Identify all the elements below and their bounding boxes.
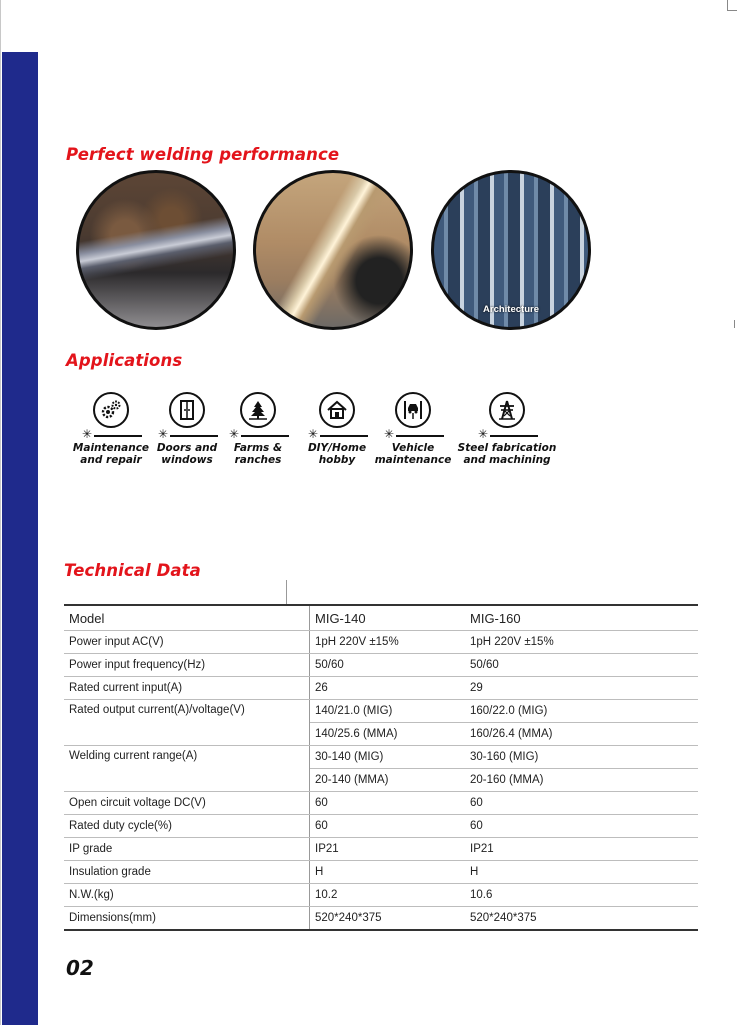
row-value: 1pH 220V ±15% bbox=[465, 631, 698, 654]
crop-mark bbox=[727, 0, 728, 10]
row-label: Power input frequency(Hz) bbox=[64, 654, 310, 677]
application-label: DIY/Home bbox=[307, 442, 367, 454]
row-value: 30-140 (MIG) bbox=[310, 746, 466, 769]
page-edge-line bbox=[0, 0, 1, 1025]
application-diy: ✳ DIY/Home hobby bbox=[296, 392, 378, 466]
application-label: maintenance bbox=[374, 454, 452, 466]
gears-icon bbox=[93, 392, 129, 428]
table-row bbox=[64, 861, 698, 884]
row-value: 26 bbox=[310, 677, 466, 700]
row-value: 140/21.0 (MIG) bbox=[310, 700, 466, 723]
row-label: Rated current input(A) bbox=[64, 677, 310, 700]
architecture-caption: Architecture bbox=[483, 304, 539, 315]
row-value: 140/25.6 (MMA) bbox=[310, 723, 466, 746]
row-value: 50/60 bbox=[310, 654, 466, 677]
tree-icon bbox=[240, 392, 276, 428]
row-label: Rated duty cycle(%) bbox=[64, 815, 310, 838]
applications-title: Applications bbox=[66, 351, 183, 370]
row-value: IP21 bbox=[465, 838, 698, 861]
application-maintenance: ✳ Maintenance and repair bbox=[70, 392, 152, 466]
row-label: Rated output current(A)/voltage(V) bbox=[64, 700, 310, 746]
application-label: Vehicle bbox=[391, 442, 435, 454]
application-label: Doors and bbox=[156, 442, 218, 454]
application-doors: ✳ Doors and windows bbox=[146, 392, 228, 466]
row-value: 60 bbox=[465, 815, 698, 838]
table-row bbox=[64, 700, 698, 723]
row-label: IP grade bbox=[64, 838, 310, 861]
table-row bbox=[64, 884, 698, 907]
crop-mark bbox=[727, 10, 737, 11]
application-farms: ✳ Farms & ranches bbox=[217, 392, 299, 466]
row-label: N.W.(kg) bbox=[64, 884, 310, 907]
performance-title: Perfect welding performance bbox=[66, 145, 340, 164]
table-header-model-1: MIG-140 bbox=[310, 605, 466, 631]
row-value: 50/60 bbox=[465, 654, 698, 677]
blue-side-bar bbox=[2, 52, 38, 1025]
row-value: 20-160 (MMA) bbox=[465, 769, 698, 792]
table-row bbox=[64, 746, 698, 769]
steel-tower-icon bbox=[489, 392, 525, 428]
row-value: 20-140 (MMA) bbox=[310, 769, 466, 792]
technical-data-title: Technical Data bbox=[64, 561, 201, 580]
row-label: Dimensions(mm) bbox=[64, 907, 310, 931]
row-value: 60 bbox=[310, 792, 466, 815]
application-label: windows bbox=[161, 454, 213, 466]
table-row bbox=[64, 654, 698, 677]
table-row bbox=[64, 815, 698, 838]
row-label: Insulation grade bbox=[64, 861, 310, 884]
technical-data-table bbox=[64, 604, 698, 931]
car-lift-icon bbox=[395, 392, 431, 428]
row-value: IP21 bbox=[310, 838, 466, 861]
application-label: Maintenance bbox=[72, 442, 150, 454]
weld-seam-photo-1 bbox=[76, 170, 236, 330]
table-row bbox=[64, 677, 698, 700]
row-label: Open circuit voltage DC(V) bbox=[64, 792, 310, 815]
row-value: 520*240*375 bbox=[465, 907, 698, 931]
row-value: H bbox=[310, 861, 466, 884]
row-value: 1pH 220V ±15% bbox=[310, 631, 466, 654]
row-value: 60 bbox=[310, 815, 466, 838]
table-row bbox=[64, 631, 698, 654]
row-label: Power input AC(V) bbox=[64, 631, 310, 654]
house-icon bbox=[319, 392, 355, 428]
weld-seam-photo-2 bbox=[253, 170, 413, 330]
table-row bbox=[64, 838, 698, 861]
application-vehicle: ✳ Vehicle maintenance bbox=[372, 392, 454, 466]
table-header-divider bbox=[286, 580, 287, 604]
application-label: Farms & bbox=[233, 442, 283, 454]
row-label: Welding current range(A) bbox=[64, 746, 310, 792]
table-row bbox=[64, 792, 698, 815]
architecture-photo bbox=[431, 170, 591, 330]
page-number: 02 bbox=[66, 956, 94, 980]
row-value: 60 bbox=[465, 792, 698, 815]
row-value: 520*240*375 bbox=[310, 907, 466, 931]
application-label: and repair bbox=[80, 454, 142, 466]
row-value: 29 bbox=[465, 677, 698, 700]
application-label: hobby bbox=[318, 454, 356, 466]
row-value: 30-160 (MIG) bbox=[465, 746, 698, 769]
application-label: ranches bbox=[234, 454, 282, 466]
table-row bbox=[64, 907, 698, 931]
row-value: 160/22.0 (MIG) bbox=[465, 700, 698, 723]
crop-mark bbox=[734, 320, 735, 328]
table-header-row bbox=[64, 605, 698, 631]
application-label: and machining bbox=[463, 454, 551, 466]
table-header-label: Model bbox=[64, 605, 310, 631]
application-steel: ✳ Steel fabrication and machining bbox=[452, 392, 562, 466]
table-header-model-2: MIG-160 bbox=[465, 605, 698, 631]
row-value: H bbox=[465, 861, 698, 884]
row-value: 10.6 bbox=[465, 884, 698, 907]
door-icon bbox=[169, 392, 205, 428]
application-label: Steel fabrication bbox=[457, 442, 557, 454]
row-value: 10.2 bbox=[310, 884, 466, 907]
row-value: 160/26.4 (MMA) bbox=[465, 723, 698, 746]
